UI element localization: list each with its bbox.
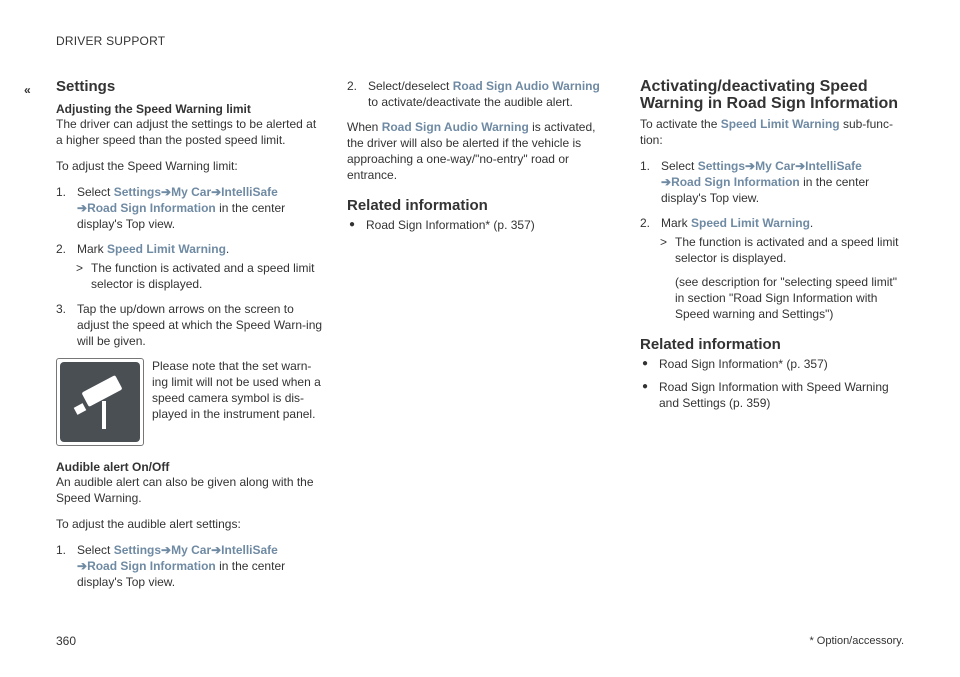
activate-heading: Activating/deactivating Speed Warning in Road Sign Information <box>640 78 899 112</box>
menu-path-my-car[interactable]: My Car <box>171 185 212 199</box>
paragraph <box>347 119 615 183</box>
menu-path-settings[interactable]: Settings <box>113 543 162 557</box>
step-2 <box>640 215 908 322</box>
bullet-icon: ● <box>349 219 356 230</box>
step-text: in the center display's Top view. <box>661 175 870 205</box>
text: is activated, the driver will also be alerted if the vehicle is approaching a one-way/"no-entry" road or entrance. <box>347 120 596 182</box>
column-3 <box>640 78 908 418</box>
text: When <box>347 120 382 134</box>
result-marker: > <box>660 235 668 249</box>
menu-path-settings[interactable]: Settings <box>697 159 746 173</box>
arrow-right-icon: ➔ <box>211 543 222 557</box>
step-result <box>660 234 908 266</box>
related-info-heading: Related information <box>347 197 488 214</box>
step-text: in the center display's Top view. <box>77 559 286 589</box>
menu-path-road-sign-information[interactable]: Road Sign Information <box>87 201 216 215</box>
menu-path-road-sign-information[interactable]: Road Sign Information <box>87 559 216 573</box>
related-info-heading: Related information <box>640 336 781 353</box>
menu-path-my-car[interactable]: My Car <box>171 543 212 557</box>
arrow-right-icon: ➔ <box>211 185 222 199</box>
column-1 <box>56 78 324 599</box>
step-number: 2. <box>640 216 651 230</box>
audible-alert-subheading: Audible alert On/Off <box>56 460 170 474</box>
step-text: Tap the up/down arrows on the screen to adjust the speed at which the Speed Warn-ing will be given. <box>77 302 323 348</box>
footnote: * Option/accessory. <box>809 635 904 647</box>
step-number: 1. <box>56 185 67 199</box>
step-text: Select <box>661 159 698 173</box>
paragraph: An audible alert can also be given along with the Speed Warning. <box>56 475 314 505</box>
menu-path-road-sign-information[interactable]: Road Sign Information <box>671 175 800 189</box>
step-2 <box>56 241 324 292</box>
arrow-right-icon: ➔ <box>161 543 172 557</box>
audible-step-1 <box>56 542 324 590</box>
note-text: Please note that the set warn-ing limit will not be used when a speed camera symbol is dis-played in the instrument panel. <box>152 359 321 421</box>
road-sign-audio-warning-ref[interactable]: Road Sign Audio Warning <box>381 120 529 134</box>
related-link[interactable] <box>640 356 908 372</box>
paragraph: To adjust the audible alert settings: <box>56 517 241 531</box>
speed-camera-icon <box>56 358 144 446</box>
speed-limit-warning-option[interactable]: Speed Limit Warning <box>107 242 226 256</box>
menu-path-intellisafe[interactable]: IntelliSafe <box>221 185 278 199</box>
step-text: to activate/deactivate the audible alert. <box>368 95 573 109</box>
step-text: . <box>225 242 230 256</box>
step-text: Mark <box>661 216 691 230</box>
arrow-right-icon: ➔ <box>77 559 88 573</box>
step-text: Select <box>77 543 114 557</box>
step-text: Select/deselect <box>368 79 453 93</box>
step-text: Mark <box>77 242 107 256</box>
bullet-icon: ● <box>642 381 649 392</box>
result-text: The function is activated and a speed limit selector is displayed. <box>91 261 315 291</box>
related-link[interactable] <box>347 217 615 233</box>
related-link-text[interactable]: Road Sign Information* (p. 357) <box>659 357 828 371</box>
result-text: The function is activated and a speed limit selector is displayed. <box>675 235 899 265</box>
page-number: 360 <box>56 634 77 648</box>
related-link-text[interactable]: Road Sign Information* (p. 357) <box>366 218 535 232</box>
speed-limit-warning-ref[interactable]: Speed Limit Warning <box>720 117 840 131</box>
step-number: 3. <box>56 302 67 316</box>
menu-path-intellisafe[interactable]: IntelliSafe <box>805 159 862 173</box>
settings-heading: Settings <box>56 78 116 95</box>
step-number: 2. <box>56 242 67 256</box>
menu-path-settings[interactable]: Settings <box>113 185 162 199</box>
arrow-right-icon: ➔ <box>661 175 672 189</box>
arrow-right-icon: ➔ <box>745 159 756 173</box>
note-box <box>56 358 324 446</box>
arrow-right-icon: ➔ <box>77 201 88 215</box>
step-1 <box>56 184 324 232</box>
step-3 <box>56 301 324 349</box>
step-1 <box>640 158 908 206</box>
step-number: 2. <box>347 79 358 93</box>
paragraph: To adjust the Speed Warning limit: <box>56 159 238 173</box>
step-result <box>76 260 324 292</box>
step-text: Select <box>77 185 114 199</box>
paragraph: The driver can adjust the settings to be alerted at a higher speed than the posted speed limit. <box>56 117 317 147</box>
menu-path-intellisafe[interactable]: IntelliSafe <box>221 543 278 557</box>
step-number: 1. <box>640 159 651 173</box>
audible-step-2 <box>347 78 615 110</box>
menu-path-my-car[interactable]: My Car <box>755 159 796 173</box>
section-header: DRIVER SUPPORT <box>56 34 166 48</box>
step-number: 1. <box>56 543 67 557</box>
related-link-text[interactable]: Road Sign Information with Speed Warning and Settings (p. 359) <box>659 380 889 410</box>
speed-limit-warning-option[interactable]: Speed Limit Warning <box>691 216 810 230</box>
result-marker: > <box>76 261 84 275</box>
paragraph <box>640 116 908 148</box>
column-2 <box>347 78 615 240</box>
bullet-icon: ● <box>642 358 649 369</box>
road-sign-audio-warning-option[interactable]: Road Sign Audio Warning <box>452 79 600 93</box>
text: sub-func-tion: <box>640 117 893 147</box>
step-text: in the center display's Top view. <box>77 201 286 231</box>
text: To activate the <box>640 117 721 131</box>
back-chevron-icon[interactable]: « <box>24 83 29 97</box>
arrow-right-icon: ➔ <box>795 159 806 173</box>
step-text: . <box>809 216 814 230</box>
result-note: (see description for "selecting speed limit" in section "Road Sign Information with Speed warning and Settings") <box>675 275 897 321</box>
related-link[interactable] <box>640 379 908 411</box>
adjust-limit-subheading: Adjusting the Speed Warning limit <box>56 102 251 116</box>
arrow-right-icon: ➔ <box>161 185 172 199</box>
